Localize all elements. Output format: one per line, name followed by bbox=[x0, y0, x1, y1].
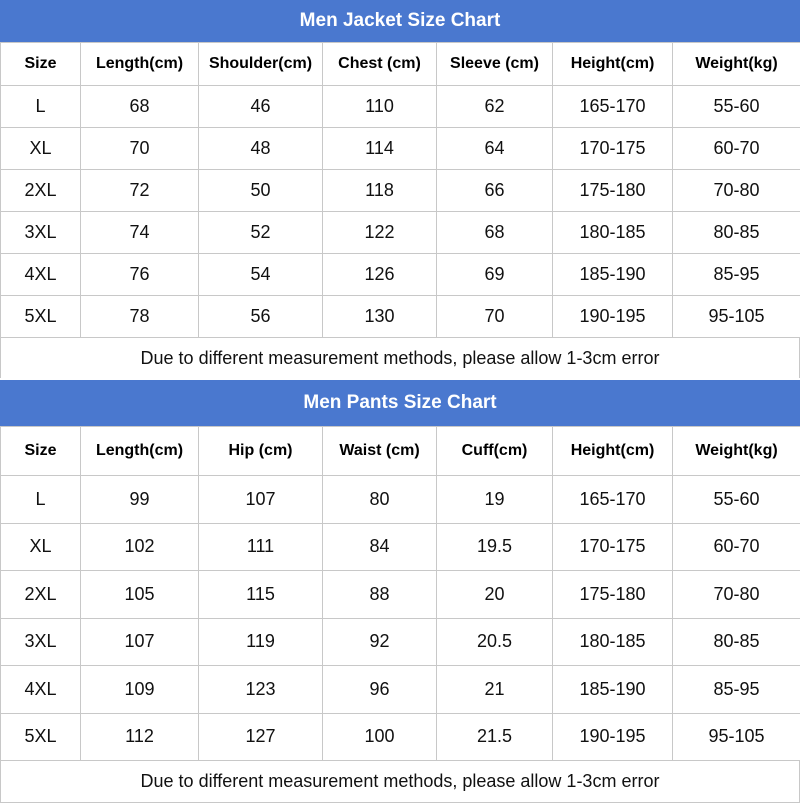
table-row bbox=[1, 571, 800, 619]
table-cell: 85-95 bbox=[673, 666, 800, 714]
table-cell: 78 bbox=[81, 296, 199, 338]
table-cell: 122 bbox=[323, 212, 437, 254]
table-cell: 5XL bbox=[1, 296, 81, 338]
table-cell: 109 bbox=[81, 666, 199, 714]
header-chest: Chest (cm) bbox=[323, 43, 437, 86]
table-cell: 119 bbox=[199, 618, 323, 666]
table-cell: 105 bbox=[81, 571, 199, 619]
table-cell: 95-105 bbox=[673, 713, 800, 761]
table-cell: 175-180 bbox=[553, 170, 673, 212]
jacket-header-row bbox=[1, 43, 800, 86]
table-cell: 2XL bbox=[1, 170, 81, 212]
header-waist: Waist (cm) bbox=[323, 427, 437, 476]
table-cell: 68 bbox=[437, 212, 553, 254]
table-row bbox=[1, 86, 800, 128]
table-row bbox=[1, 523, 800, 571]
table-cell: 100 bbox=[323, 713, 437, 761]
table-cell: 70 bbox=[437, 296, 553, 338]
pants-chart-title: Men Pants Size Chart bbox=[0, 380, 800, 426]
table-cell: 3XL bbox=[1, 618, 81, 666]
header-cuff: Cuff(cm) bbox=[437, 427, 553, 476]
table-cell: 88 bbox=[323, 571, 437, 619]
table-cell: 110 bbox=[323, 86, 437, 128]
table-cell: 185-190 bbox=[553, 254, 673, 296]
table-cell: 48 bbox=[199, 128, 323, 170]
table-cell: 70 bbox=[81, 128, 199, 170]
table-cell: 84 bbox=[323, 523, 437, 571]
table-cell: 76 bbox=[81, 254, 199, 296]
table-cell: 175-180 bbox=[553, 571, 673, 619]
table-cell: 130 bbox=[323, 296, 437, 338]
table-cell: 55-60 bbox=[673, 476, 800, 524]
table-cell: 60-70 bbox=[673, 128, 800, 170]
table-cell: 80-85 bbox=[673, 618, 800, 666]
table-cell: 46 bbox=[199, 86, 323, 128]
table-cell: 74 bbox=[81, 212, 199, 254]
table-row bbox=[1, 254, 800, 296]
header-height: Height(cm) bbox=[553, 427, 673, 476]
table-cell: 21 bbox=[437, 666, 553, 714]
table-cell: 170-175 bbox=[553, 523, 673, 571]
table-cell: 180-185 bbox=[553, 212, 673, 254]
header-weight: Weight(kg) bbox=[673, 43, 800, 86]
header-length: Length(cm) bbox=[81, 43, 199, 86]
table-cell: 170-175 bbox=[553, 128, 673, 170]
table-cell: 180-185 bbox=[553, 618, 673, 666]
table-row bbox=[1, 296, 800, 338]
table-cell: XL bbox=[1, 523, 81, 571]
header-size: Size bbox=[1, 427, 81, 476]
pants-size-table bbox=[0, 426, 800, 761]
table-cell: 2XL bbox=[1, 571, 81, 619]
table-cell: 95-105 bbox=[673, 296, 800, 338]
table-row bbox=[1, 713, 800, 761]
table-cell: 68 bbox=[81, 86, 199, 128]
table-cell: 20 bbox=[437, 571, 553, 619]
table-cell: 4XL bbox=[1, 666, 81, 714]
table-cell: 50 bbox=[199, 170, 323, 212]
table-row bbox=[1, 128, 800, 170]
header-size: Size bbox=[1, 43, 81, 86]
table-cell: 80-85 bbox=[673, 212, 800, 254]
table-cell: 72 bbox=[81, 170, 199, 212]
table-cell: 92 bbox=[323, 618, 437, 666]
table-cell: 4XL bbox=[1, 254, 81, 296]
table-cell: 115 bbox=[199, 571, 323, 619]
table-cell: 112 bbox=[81, 713, 199, 761]
table-cell: 85-95 bbox=[673, 254, 800, 296]
table-cell: XL bbox=[1, 128, 81, 170]
table-cell: 55-60 bbox=[673, 86, 800, 128]
table-cell: 118 bbox=[323, 170, 437, 212]
pants-measurement-note: Due to different measurement methods, please allow 1-3cm error bbox=[0, 761, 800, 803]
table-cell: 54 bbox=[199, 254, 323, 296]
pants-header-row bbox=[1, 427, 800, 476]
table-cell: 21.5 bbox=[437, 713, 553, 761]
table-cell: 3XL bbox=[1, 212, 81, 254]
table-cell: 165-170 bbox=[553, 86, 673, 128]
table-cell: 19.5 bbox=[437, 523, 553, 571]
table-cell: 107 bbox=[199, 476, 323, 524]
header-weight: Weight(kg) bbox=[673, 427, 800, 476]
table-row bbox=[1, 666, 800, 714]
table-cell: 66 bbox=[437, 170, 553, 212]
table-cell: 190-195 bbox=[553, 296, 673, 338]
table-cell: 69 bbox=[437, 254, 553, 296]
header-sleeve: Sleeve (cm) bbox=[437, 43, 553, 86]
table-cell: 52 bbox=[199, 212, 323, 254]
table-row bbox=[1, 476, 800, 524]
table-cell: 165-170 bbox=[553, 476, 673, 524]
jacket-size-chart bbox=[0, 0, 800, 378]
table-cell: 190-195 bbox=[553, 713, 673, 761]
header-height: Height(cm) bbox=[553, 43, 673, 86]
table-cell: 70-80 bbox=[673, 170, 800, 212]
header-shoulder: Shoulder(cm) bbox=[199, 43, 323, 86]
table-cell: 19 bbox=[437, 476, 553, 524]
table-cell: 114 bbox=[323, 128, 437, 170]
jacket-chart-title: Men Jacket Size Chart bbox=[0, 0, 800, 42]
table-cell: 99 bbox=[81, 476, 199, 524]
table-cell: 107 bbox=[81, 618, 199, 666]
table-cell: 20.5 bbox=[437, 618, 553, 666]
table-cell: 126 bbox=[323, 254, 437, 296]
table-cell: 111 bbox=[199, 523, 323, 571]
table-cell: L bbox=[1, 476, 81, 524]
table-cell: 64 bbox=[437, 128, 553, 170]
table-row bbox=[1, 212, 800, 254]
table-cell: 5XL bbox=[1, 713, 81, 761]
table-cell: 62 bbox=[437, 86, 553, 128]
table-cell: 123 bbox=[199, 666, 323, 714]
table-cell: 70-80 bbox=[673, 571, 800, 619]
table-cell: 56 bbox=[199, 296, 323, 338]
pants-size-chart bbox=[0, 380, 800, 803]
table-row bbox=[1, 170, 800, 212]
table-row bbox=[1, 618, 800, 666]
jacket-measurement-note: Due to different measurement methods, please allow 1-3cm error bbox=[0, 338, 800, 378]
table-cell: 102 bbox=[81, 523, 199, 571]
table-cell: L bbox=[1, 86, 81, 128]
table-cell: 96 bbox=[323, 666, 437, 714]
table-cell: 80 bbox=[323, 476, 437, 524]
table-cell: 185-190 bbox=[553, 666, 673, 714]
table-cell: 60-70 bbox=[673, 523, 800, 571]
table-cell: 127 bbox=[199, 713, 323, 761]
header-length: Length(cm) bbox=[81, 427, 199, 476]
header-hip: Hip (cm) bbox=[199, 427, 323, 476]
jacket-size-table bbox=[0, 42, 800, 338]
